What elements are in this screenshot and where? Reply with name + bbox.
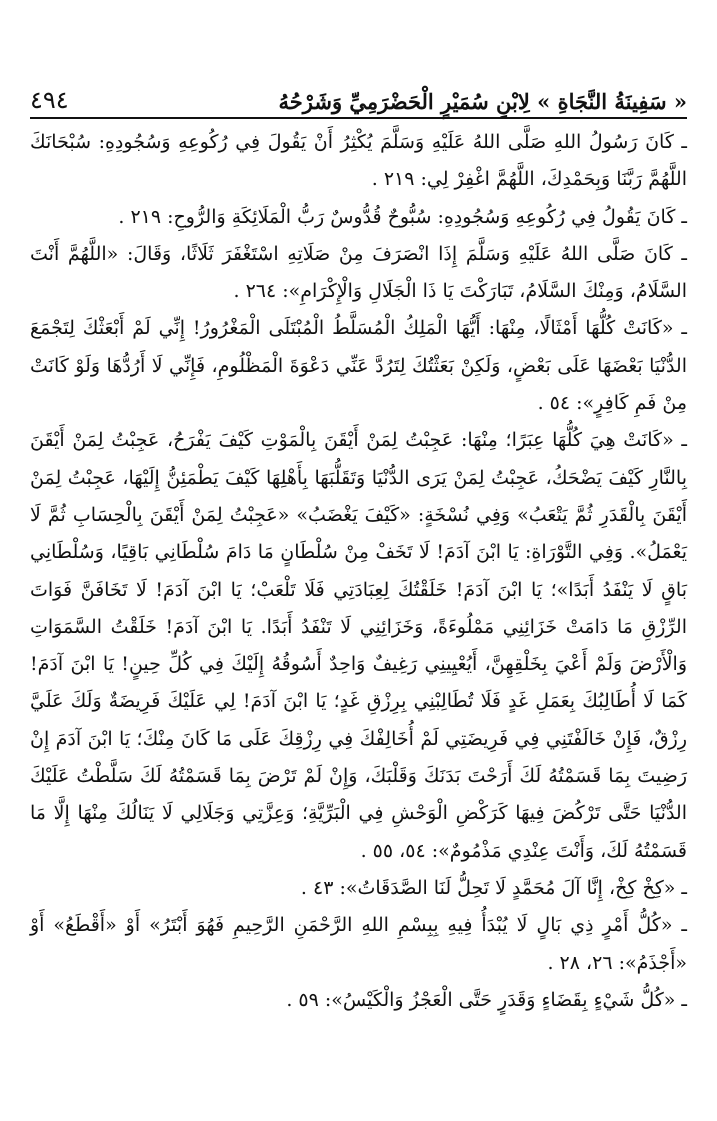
index-entry: ـ «كُلُّ شَيْءٍ بِقَضَاءٍ وَقَدَرٍ حَتَّى الْعَجْزُ وَالْكَيْسُ»: ٥٩ . <box>286 988 687 1011</box>
index-entry: ـ كَانَ رَسُولُ اللهِ صَلَّى اللهُ عَلَيْهِ وَسَلَّمَ يُكْثِرُ أَنْ يَقُولَ فِي رُكُوعِهِ وَسُجُودِهِ: سُبْحَانَكَ اللَّهُمَّ رَبَّنَا وَبِحَمْدِكَ، اللَّهُمَّ اغْفِرْ لِي: ٢١٩ . <box>30 131 687 191</box>
index-entry: ـ كَانَ يَقُولُ فِي رُكُوعِهِ وَسُجُودِهِ: سُبُّوحٌ قُدُّوسٌ رَبُّ الْمَلَائِكَةِ وَالرُّوحِ: ٢١٩ . <box>118 205 687 228</box>
index-entry: ـ كَانَ صَلَّى اللهُ عَلَيْهِ وَسَلَّمَ إِذَا انْصَرَفَ مِنْ صَلَاتِهِ اسْتَغْفَرَ ثَلَاثًا، وَقَالَ: «اللَّهُمَّ أَنْتَ السَّلَامُ، وَمِنْكَ السَّلَامُ، تَبَارَكْتَ يَا ذَا الْجَلَالِ وَالْإِكْرَامِ»: ٢٦٤ . <box>30 242 687 303</box>
page-header <box>30 72 687 114</box>
page-number: ٤٩٤ <box>30 86 69 114</box>
index-entry: ـ «كَانَتْ كُلُّهَا أَمْثَالًا، مِنْهَا: أَيُّهَا الْمَلِكُ الْمُسَلَّطُ الْمُبْتَلَى الْمَغْرُورُ! إِنِّي لَمْ أَبْعَثْكَ لِتَجْمَعَ الدُّنْيَا بَعْضَهَا عَلَى بَعْضٍ، وَلَكِنْ بَعَثْتُكَ لِتَرُدَّ عَنِّي دَعْوَةَ الْمَظْلُومِ، فَإِنِّي لَا أَرُدُّهَا وَلَوْ كَانَتْ مِنْ فَمِ كَافِرٍ»: ٥٤ . <box>30 317 687 415</box>
index-entry: ـ «كَانَتْ هِيَ كُلُّهَا عِبَرًا؛ مِنْهَا: عَجِبْتُ لِمَنْ أَيْقَنَ بِالْمَوْتِ كَيْفَ يَفْرَحُ، عَجِبْتُ لِمَنْ أَيْقَنَ بِالنَّارِ كَيْفَ يَضْحَكُ، عَجِبْتُ لِمَنْ يَرَى الدُّنْيَا وَتَقَلُّبَهَا بِأَهْلِهَا كَيْفَ يَطْمَئِنُّ إِلَيْهَا، عَجِبْتُ لِمَنْ أَيْقَنَ بِالْقَدَرِ ثُمَّ يَتْعَبُ» وَفِي نُسْخَةٍ: «كَيْفَ يَغْضَبُ» «عَجِبْتُ لِمَنْ أَيْقَنَ بِالْحِسَابِ ثُمَّ لَا يَعْمَلُ». وَفِي التَّوْرَاةِ: يَا ابْنَ آدَمَ! لَا تَخَفْ مِنْ سُلْطَانٍ مَا دَامَ سُلْطَانِي بَاقِيًا، وَسُلْطَانِي بَاقٍ لَا يَنْفَدُ أَبَدًا»؛ يَا ابْنَ آدَمَ! خَلَقْتُكَ لِعِبَادَتِي فَلَا تَلْعَبْ؛ يَا ابْنَ آدَمَ! لَا تَخَافَنَّ فَوَاتَ الرِّزْقِ مَا دَامَتْ خَزَائِنِي مَمْلُوءَةً، وَخَزَائِنِي لَا تَنْفَدُ أَبَدًا. يَا ابْنَ آدَمَ! خَلَقْتُ السَّمَوَاتِ وَالْأَرْضَ وَلَمْ أَعْيَ بِخَلْقِهِنَّ، أَيُعْيِينِي رَغِيفٌ وَاحِدٌ أَسُوقُهُ إِلَيْكَ فِي كُلِّ حِينٍ! يَا ابْنَ آدَمَ! كَمَا لَا أُطَالِبُكَ بِعَمَلِ غَدٍ فَلَا تُطَالِبْنِي بِرِزْقِ غَدٍ؛ يَا ابْنَ آدَمَ! لِي عَلَيْكَ فَرِيضَةٌ وَلَكَ عَلَيَّ رِزْقٌ، فَإِنْ خَالَفْتَنِي فِي فَرِيضَتِي لَمْ أُخَالِفْكَ فِي رِزْقِكَ عَلَى مَا كَانَ مِنْكَ؛ يَا ابْنَ آدَمَ إِنْ رَضِيتَ بِمَا قَسَمْتُهُ لَكَ أَرَحْتَ بَدَنَكَ وَقَلْبَكَ، وَإِنْ لَمْ تَرْضَ بِمَا قَسَمْتُهُ لَكَ سَلَّطْتُ عَلَيْكَ الدُّنْيَا حَتَّى تَرْكُضَ فِيهَا كَرَكْضِ الْوَحْشِ فِي الْبَرِّيَّةِ؛ وَعِزَّتِي وَجَلَالِي لَا يَنَالُكَ مِنْهَا إِلَّا مَا قَسَمْتُهُ لَكَ، وَأَنْتَ عِنْدِي مَذْمُومٌ»: ٥٤، ٥٥ . <box>30 429 687 862</box>
header-rule <box>30 117 687 119</box>
index-entry: ـ «كِخْ كِخْ، إِنَّا آلَ مُحَمَّدٍ لَا تَحِلُّ لَنَا الصَّدَقَاتُ»: ٤٣ . <box>300 876 687 899</box>
index-entry: ـ «كُلُّ أَمْرٍ ذِي بَالٍ لَا يُبْدَأُ فِيهِ بِبِسْمِ اللهِ الرَّحْمَنِ الرَّحِيمِ فَهُوَ أَبْتَرُ» أَوْ «أَقْطَعُ» أَوْ «أَجْذَمُ»: ٢٦، ٢٨ . <box>30 914 687 974</box>
running-title: « سَفِينَةُ النَّجَاةِ » لِابْنِ سُمَيْرٍ الْحَضْرَمِيِّ وَشَرْحُهُ <box>278 89 687 114</box>
index-entries <box>30 124 687 1061</box>
